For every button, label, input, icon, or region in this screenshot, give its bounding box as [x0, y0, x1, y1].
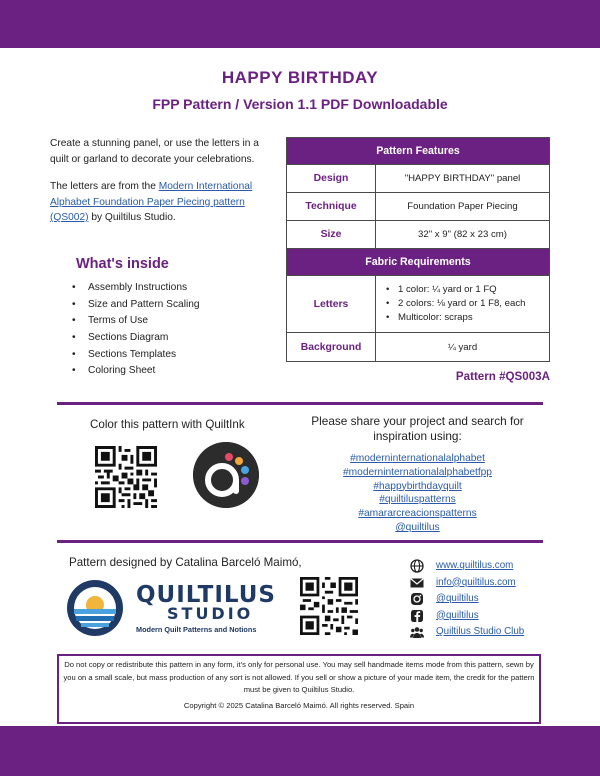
quiltink-qr-code[interactable] [95, 446, 157, 508]
hashtag-link[interactable]: #amararcreacionspatterns [358, 508, 477, 520]
list-item: • Terms of Use [70, 313, 200, 330]
globe-icon [410, 559, 424, 573]
quiltilus-logo-icon [67, 580, 123, 636]
page-title: HAPPY BIRTHDAY [221, 68, 379, 87]
page-subtitle: FPP Pattern / Version 1.1 PDF Downloadable [152, 96, 448, 112]
group-icon [410, 625, 424, 639]
legal-text: Do not copy or redistribute this pattern in any form, it's only for personal use. You may sell handmade items mode from this pattern, sewn by you on a small scale, but mass production of any sort is not allowed. If you sell or show a picture of your made item, the credit for the pattern must be given to Quiltilus Studio. [63, 660, 535, 695]
fabric-header: Fabric Requirements [287, 249, 550, 276]
legal-notice-box [57, 654, 541, 724]
brand-studio: STUDIO [167, 604, 254, 623]
list-item: • Assembly Instructions [70, 280, 200, 297]
hashtag-link[interactable]: @quiltilus [395, 521, 440, 533]
pattern-features-table [286, 137, 550, 362]
email-link[interactable]: info@quiltilus.com [436, 576, 516, 588]
design-label: Design [287, 165, 376, 193]
facebook-link[interactable]: @quiltilus [436, 609, 479, 621]
hashtag-link[interactable]: #moderninternationalalphabetfpp [343, 466, 492, 478]
background-value: ¼ yard [376, 333, 550, 362]
quiltink-heading: Color this pattern with QuiltInk [90, 418, 245, 431]
list-item: • 2 colors: ⅛ yard or 1 F8, each [386, 297, 549, 311]
letters-label: Letters [287, 276, 376, 333]
whats-inside-list [70, 280, 200, 380]
hashtag-link[interactable]: #happybirthdayquilt [373, 480, 462, 492]
list-item: • Coloring Sheet [70, 363, 200, 380]
letters-requirements-list [376, 283, 549, 325]
designer-credit: Pattern designed by Catalina Barceló Maimó, [69, 556, 302, 569]
size-value: 32" x 9" (82 x 23 cm) [376, 221, 550, 249]
brand-name: QUILTILUS [136, 582, 276, 608]
list-item: • 1 color: ¼ yard or 1 FQ [386, 283, 549, 297]
hashtag-link[interactable]: #moderninternationalalphabet [350, 453, 485, 464]
top-banner [0, 0, 600, 48]
club-link[interactable]: Quiltilus Studio Club [436, 626, 525, 637]
alphabet-pattern-link[interactable]: Modern International Alphabet Foundation Paper Piecing pattern (QS002) [50, 181, 253, 223]
contact-website[interactable] [410, 558, 524, 575]
list-item: • Multicolor: scraps [386, 311, 549, 325]
quiltink-app-icon[interactable] [193, 442, 259, 508]
intro-source-prefix: The letters are from the [50, 181, 159, 192]
section-divider [57, 402, 543, 405]
website-link[interactable]: www.quiltilus.com [436, 560, 514, 571]
features-header: Pattern Features [287, 138, 550, 165]
list-item: • Sections Diagram [70, 330, 200, 347]
background-label: Background [287, 333, 376, 362]
letters-value [376, 276, 550, 333]
intro-text [50, 136, 272, 238]
website-qr-code[interactable] [300, 577, 358, 635]
copyright-text: Copyright © 2025 Catalina Barceló Maimó. All rights reserved. Spain [183, 700, 415, 710]
intro-source-suffix: by Quiltilus Studio. [88, 212, 176, 223]
contact-facebook[interactable] [410, 608, 524, 625]
size-label: Size [287, 221, 376, 249]
bottom-banner [0, 726, 600, 776]
contact-list [410, 558, 524, 641]
hashtag-link[interactable]: #quiltiluspatterns [379, 494, 456, 506]
contact-club[interactable] [410, 624, 524, 641]
brand-tagline: Modern Quilt Patterns and Notions [136, 625, 257, 634]
hashtag-list [310, 452, 525, 535]
list-item: • Size and Pattern Scaling [70, 297, 200, 314]
intro-paragraph: Create a stunning panel, or use the letters in a quilt or garland to decorate your celebrations. [50, 138, 259, 165]
instagram-icon [410, 592, 424, 606]
section-divider [57, 540, 543, 543]
pattern-number: Pattern #QS003A [455, 370, 550, 383]
instagram-link[interactable]: @quiltilus [436, 593, 479, 604]
share-heading: Please share your project and search for inspiration using: [311, 414, 524, 443]
facebook-icon [410, 609, 424, 623]
whats-inside-heading: What's inside [76, 256, 169, 272]
technique-label: Technique [287, 193, 376, 221]
contact-email[interactable] [410, 575, 524, 592]
technique-value: Foundation Paper Piecing [376, 193, 550, 221]
list-item: • Sections Templates [70, 347, 200, 364]
contact-instagram[interactable] [410, 591, 524, 608]
email-icon [410, 576, 424, 590]
intro-source-paragraph [50, 179, 272, 226]
design-value: "HAPPY BIRTHDAY" panel [376, 165, 550, 193]
